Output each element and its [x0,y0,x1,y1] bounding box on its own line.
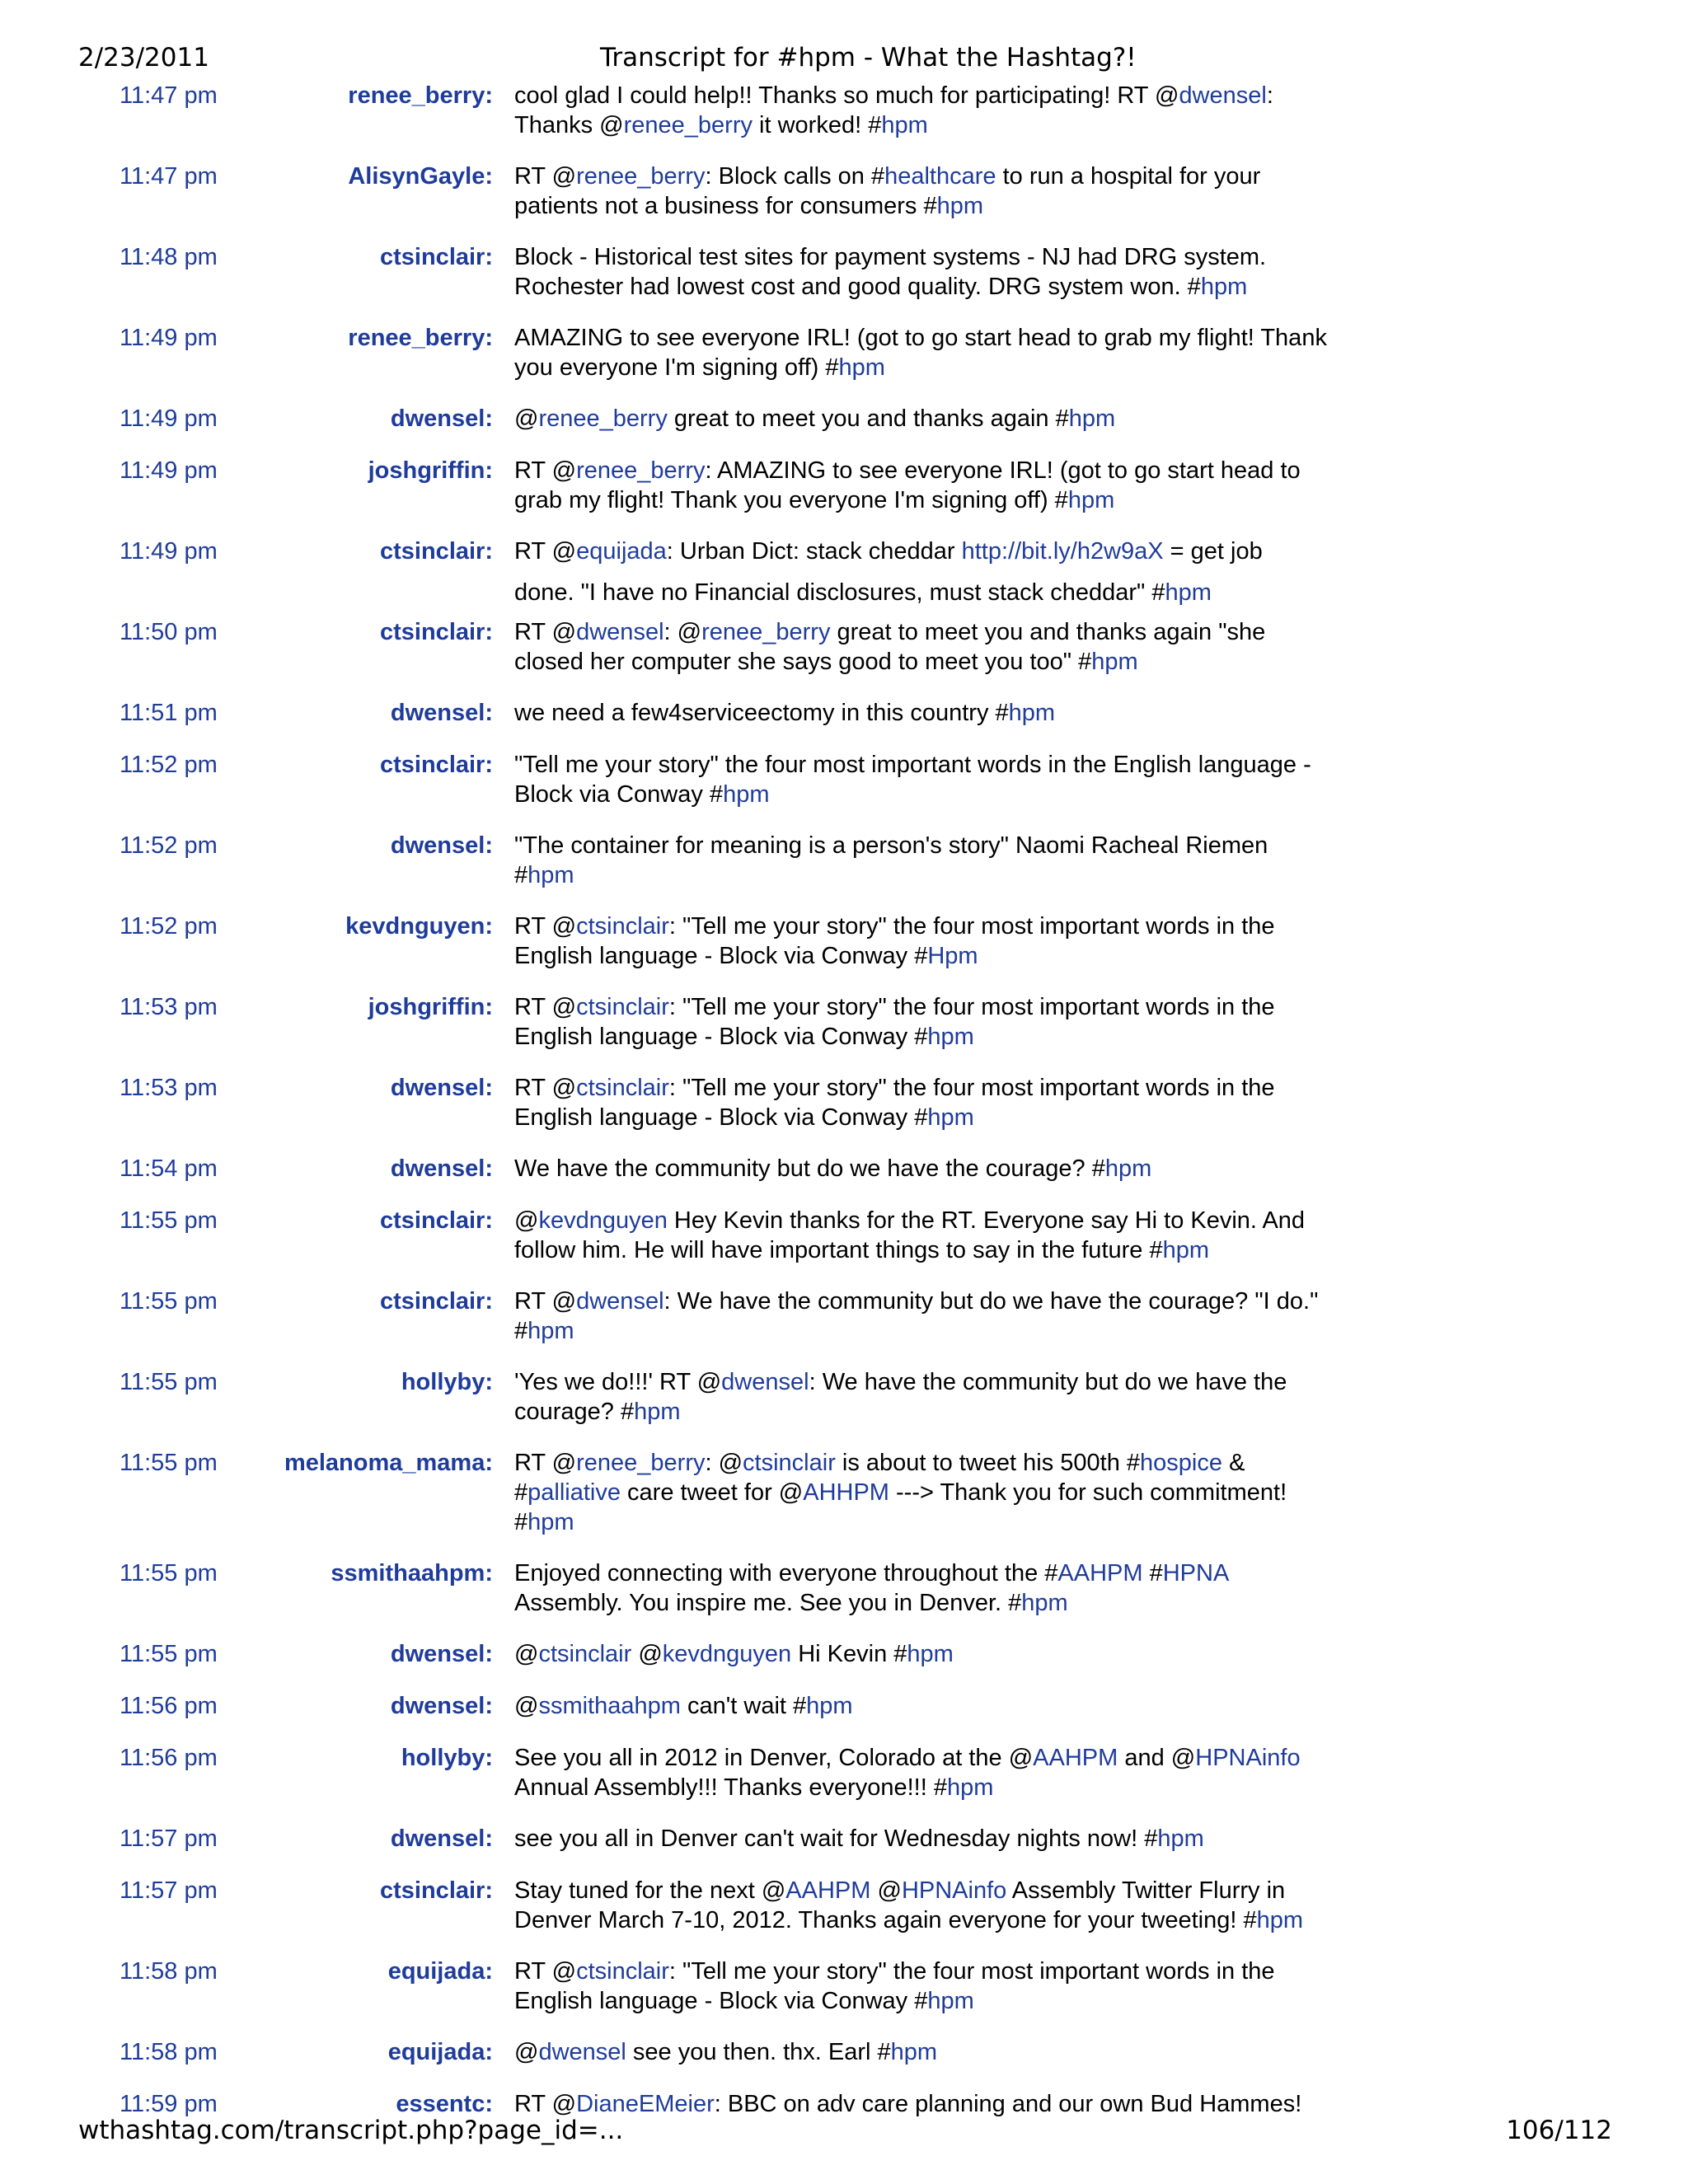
tweet-username-link[interactable]: dwensel: [390,1693,493,1719]
tweet-message: AMAZING to see everyone IRL! (got to go start head to grab my flight! Thank you everyone I'm signing off) #hpm [514,325,1327,381]
header-date: 2/23/2011 [78,43,209,73]
tweet-inline-link[interactable]: hpm [528,1318,574,1344]
tweet-inline-link[interactable]: hpm [1091,649,1138,675]
tweet-inline-link[interactable]: hospice [1140,1450,1223,1476]
tweet-inline-link[interactable]: hpm [881,112,928,138]
tweet-message: cool glad I could help!! Thanks so much for participating! RT @dwensel: Thanks @renee_berry it worked! #hpm [514,82,1273,138]
tweet-message: RT @renee_berry: Block calls on #healthcare to run a hospital for your patients not a business for consumers #hpm [514,163,1261,219]
tweet-inline-link[interactable]: hpm [1162,1237,1210,1263]
tweet-time-link[interactable]: 11:47 pm [120,163,218,190]
tweet-time-link[interactable]: 11:50 pm [120,619,218,645]
tweet-username-link[interactable]: renee_berry: [348,325,493,351]
tweet-username-link[interactable]: essentc: [396,2091,493,2117]
tweet-message: @kevdnguyen Hey Kevin thanks for the RT. Everyone say Hi to Kevin. And follow him. He will have important things to say in the future #hpm [514,1207,1306,1263]
tweet-message: "The container for meaning is a person's story" Naomi Racheal Riemen #hpm [514,832,1268,888]
tweet-username-link[interactable]: hollyby: [401,1369,493,1395]
tweet-inline-link[interactable]: hpm [907,1641,954,1667]
tweet-message: We have the community but do we have the courage? #hpm [514,1155,1152,1182]
tweet-message: See you all in 2012 in Denver, Colorado at the @AAHPM and @HPNAinfo Annual Assembly!!! Thanks everyone!!! #hpm [514,1745,1301,1801]
tweet-username-link[interactable]: dwensel: [390,405,493,432]
tweet-time-link[interactable]: 11:49 pm [120,325,218,351]
tweet-inline-link[interactable]: dwensel [1179,82,1267,109]
tweet-inline-link[interactable]: hpm [1200,274,1248,300]
tweet-username-link[interactable]: dwensel: [390,1155,493,1182]
tweet-username-link[interactable]: ctsinclair: [380,1207,493,1234]
tweet-inline-link[interactable]: ctsinclair [576,994,669,1020]
tweet-message: Block - Historical test sites for payment systems - NJ had DRG system. Rochester had lowest cost and good quality. DRG system won. #hpm [514,244,1267,300]
tweet-time-link[interactable]: 11:57 pm [120,1877,218,1904]
tweet-inline-link[interactable]: kevdnguyen [538,1207,668,1234]
tweet-message: RT @dwensel: We have the community but do we have the courage? "I do." #hpm [514,1288,1319,1344]
tweet-time-link[interactable]: 11:55 pm [120,1560,218,1586]
tweet-inline-link[interactable]: AAHPM [1057,1560,1143,1586]
tweet-inline-link[interactable]: hpm [1008,700,1056,726]
tweet-message: Enjoyed connecting with everyone throughout the #AAHPM #HPNA Assembly. You inspire me. See you in Denver. #hpm [514,1560,1230,1616]
tweet-inline-link[interactable]: HPNA [1162,1560,1230,1586]
tweet-inline-link[interactable]: AAHPM [785,1877,871,1904]
tweet-inline-link[interactable]: Hpm [927,943,978,969]
tweet-inline-link[interactable]: hpm [946,1774,994,1801]
tweet-inline-link[interactable]: hpm [806,1693,853,1719]
tweet-message: RT @equijada: Urban Dict: stack cheddar http://bit.ly/h2w9aX = get job done. "I have no Financial disclosures, must stack cheddar" #hpm [514,538,1263,606]
tweet-time-link[interactable]: 11:49 pm [120,405,218,432]
tweet-inline-link[interactable]: renee_berry [538,405,668,432]
tweet-inline-link[interactable]: renee_berry [576,457,706,484]
tweet-time-link[interactable]: 11:47 pm [120,82,218,109]
tweet-inline-link[interactable]: healthcare [884,163,996,190]
tweet-message: 'Yes we do!!!' RT @dwensel: We have the community but do we have the courage? #hpm [514,1369,1287,1425]
tweet-time-link[interactable]: 11:48 pm [120,244,218,270]
tweet-username-link[interactable]: dwensel: [390,832,493,859]
tweet-username-link[interactable]: renee_berry: [348,82,493,109]
tweet-time-link[interactable]: 11:58 pm [120,1958,218,1985]
tweet-message: @ssmithaahpm can't wait #hpm [514,1693,853,1719]
tweet-username-link[interactable]: dwensel: [390,1075,493,1101]
tweet-username-link[interactable]: ctsinclair: [380,1288,493,1315]
tweet-time-link[interactable]: 11:55 pm [120,1288,218,1315]
tweet-message: RT @ctsinclair: "Tell me your story" the four most important words in the English language - Block via Conway #hpm [514,1075,1275,1131]
tweet-inline-link[interactable]: AAHPM [1033,1745,1118,1771]
tweet-time-link[interactable]: 11:54 pm [120,1155,218,1182]
tweet-inline-link[interactable]: hpm [1021,1590,1068,1616]
tweet-inline-link[interactable]: ctsinclair [576,1075,669,1101]
header-title: Transcript for #hpm - What the Hashtag?! [600,43,1137,73]
tweet-time-link[interactable]: 11:49 pm [120,538,218,565]
footer-page-number: 106/112 [1506,2116,1612,2145]
tweet-inline-link[interactable]: hpm [927,1024,974,1050]
tweet-inline-link[interactable]: hpm [634,1399,681,1425]
tweet-username-link[interactable]: joshgriffin: [368,994,493,1020]
tweet-message: we need a few4serviceectomy in this country #hpm [514,700,1056,726]
tweet-inline-link[interactable]: ctsinclair [576,1958,669,1985]
tweet-username-link[interactable]: joshgriffin: [368,457,493,484]
tweet-username-link[interactable]: ctsinclair: [380,1877,493,1904]
tweet-username-link[interactable]: dwensel: [390,1641,493,1667]
footer-url: wthashtag.com/transcript.php?page_id=... [78,2116,624,2145]
tweet-time-link[interactable]: 11:55 pm [120,1369,218,1395]
tweet-message: @dwensel see you then. thx. Earl #hpm [514,2039,938,2065]
tweet-inline-link[interactable]: HPNAinfo [1195,1745,1301,1771]
tweet-time-link[interactable]: 11:55 pm [120,1641,218,1667]
tweet-time-link[interactable]: 11:52 pm [120,913,218,940]
tweet-inline-link[interactable]: hpm [1068,405,1116,432]
tweet-username-link[interactable]: dwensel: [390,1825,493,1852]
tweet-time-link[interactable]: 11:52 pm [120,832,218,859]
tweet-username-link[interactable]: AlisynGayle: [348,163,493,190]
tweet-inline-link[interactable]: renee_berry [576,163,706,190]
tweet-inline-link[interactable]: hpm [528,1509,574,1535]
tweet-inline-link[interactable]: hpm [936,193,984,219]
tweet-inline-link[interactable]: hpm [927,1104,974,1131]
tweet-inline-link[interactable]: renee_berry [701,619,831,645]
tweet-inline-link[interactable]: renee_berry [623,112,753,138]
tweet-inline-link[interactable]: DianeEMeier [576,2091,715,2117]
tweet-message: see you all in Denver can't wait for Wednesday nights now! #hpm [514,1825,1204,1852]
tweet-inline-link[interactable]: dwensel [538,2039,626,2065]
tweet-inline-link[interactable]: dwensel [576,619,664,645]
tweet-message: RT @DianeEMeier: BBC on adv care planning and our own Bud Hammes! [514,2091,1302,2117]
tweet-inline-link[interactable]: equijada [576,538,667,565]
tweet-time-link[interactable]: 11:53 pm [120,994,218,1020]
tweet-inline-link[interactable]: hpm [1256,1907,1304,1933]
tweet-inline-link[interactable]: dwensel [721,1369,809,1395]
tweet-message: @renee_berry great to meet you and thanks again #hpm [514,405,1116,432]
tweet-time-link[interactable]: 11:57 pm [120,1825,218,1852]
tweet-inline-link[interactable]: http://bit.ly/h2w9aX [961,538,1164,565]
tweet-inline-link[interactable]: hpm [838,354,885,381]
tweet-time-link[interactable]: 11:52 pm [120,752,218,778]
tweet-time-link[interactable]: 11:55 pm [120,1207,218,1234]
tweet-inline-link[interactable]: HPNAinfo [901,1877,1007,1904]
tweet-username-link[interactable]: equijada: [387,2039,493,2065]
tweet-inline-link[interactable]: hpm [890,2039,938,2065]
tweet-username-link[interactable]: melanoma_mama: [284,1450,493,1476]
tweet-username-link[interactable]: ctsinclair: [380,244,493,270]
tweet-inline-link[interactable]: hpm [528,862,574,888]
tweet-username-link[interactable]: kevdnguyen: [345,913,493,940]
tweet-inline-link[interactable]: hpm [1165,579,1212,606]
tweet-inline-link[interactable]: hpm [723,781,770,808]
tweet-time-link[interactable]: 11:55 pm [120,1450,218,1476]
tweet-message: Stay tuned for the next @AAHPM @HPNAinfo Assembly Twitter Flurry in Denver March 7-10, 2012. Thanks again everyone for your tweeting! #hpm [514,1877,1304,1933]
tweet-username-link[interactable]: ssmithaahpm: [331,1560,493,1586]
tweet-time-link[interactable]: 11:49 pm [120,457,218,484]
tweet-message: RT @ctsinclair: "Tell me your story" the four most important words in the English language - Block via Conway #Hpm [514,913,1275,969]
tweet-inline-link[interactable]: dwensel [576,1288,664,1315]
tweet-inline-link[interactable]: hpm [927,1988,974,2014]
tweet-message: RT @renee_berry: AMAZING to see everyone IRL! (got to go start head to grab my flight! Thank you everyone I'm signing off) #hpm [514,457,1301,513]
tweet-username-link[interactable]: dwensel: [390,700,493,726]
tweet-time-link[interactable]: 11:53 pm [120,1075,218,1101]
tweet-time-link[interactable]: 11:51 pm [120,700,218,726]
tweet-inline-link[interactable]: ctsinclair [743,1450,836,1476]
tweet-username-link[interactable]: hollyby: [401,1745,493,1771]
tweet-inline-link[interactable]: ctsinclair [538,1641,632,1667]
tweet-inline-link[interactable]: kevdnguyen [662,1641,792,1667]
tweet-message: RT @dwensel: @renee_berry great to meet you and thanks again "she closed her computer she says good to meet you too" #hpm [514,619,1266,675]
tweet-time-link[interactable]: 11:59 pm [120,2091,218,2117]
tweet-inline-link[interactable]: hpm [1104,1155,1152,1182]
tweet-message: @ctsinclair @kevdnguyen Hi Kevin #hpm [514,1641,954,1667]
tweet-time-link[interactable]: 11:56 pm [120,1693,218,1719]
tweet-username-link[interactable]: equijada: [387,1958,493,1985]
tweet-message: RT @ctsinclair: "Tell me your story" the four most important words in the English language - Block via Conway #hpm [514,994,1275,1050]
tweet-message: RT @renee_berry: @ctsinclair is about to tweet his 500th #hospice & #palliative care tweet for @AHHPM ---> Thank you for such commitment! #hpm [514,1450,1287,1535]
tweet-message: RT @ctsinclair: "Tell me your story" the four most important words in the English language - Block via Conway #hpm [514,1958,1275,2014]
tweet-username-link[interactable]: ctsinclair: [380,752,493,778]
tweet-inline-link[interactable]: ctsinclair [576,913,669,940]
tweet-inline-link[interactable]: ssmithaahpm [538,1693,681,1719]
tweet-username-link[interactable]: ctsinclair: [380,538,493,565]
tweet-inline-link[interactable]: hpm [1067,487,1115,513]
tweet-username-link[interactable]: ctsinclair: [380,619,493,645]
tweet-time-link[interactable]: 11:56 pm [120,1745,218,1771]
tweet-inline-link[interactable]: renee_berry [576,1450,706,1476]
tweet-message: "Tell me your story" the four most important words in the English language - Block via Conway #hpm [514,752,1311,808]
tweet-time-link[interactable]: 11:58 pm [120,2039,218,2065]
tweet-inline-link[interactable]: hpm [1157,1825,1204,1852]
tweet-inline-link[interactable]: AHHPM [803,1479,889,1506]
tweet-inline-link[interactable]: palliative [528,1479,621,1506]
